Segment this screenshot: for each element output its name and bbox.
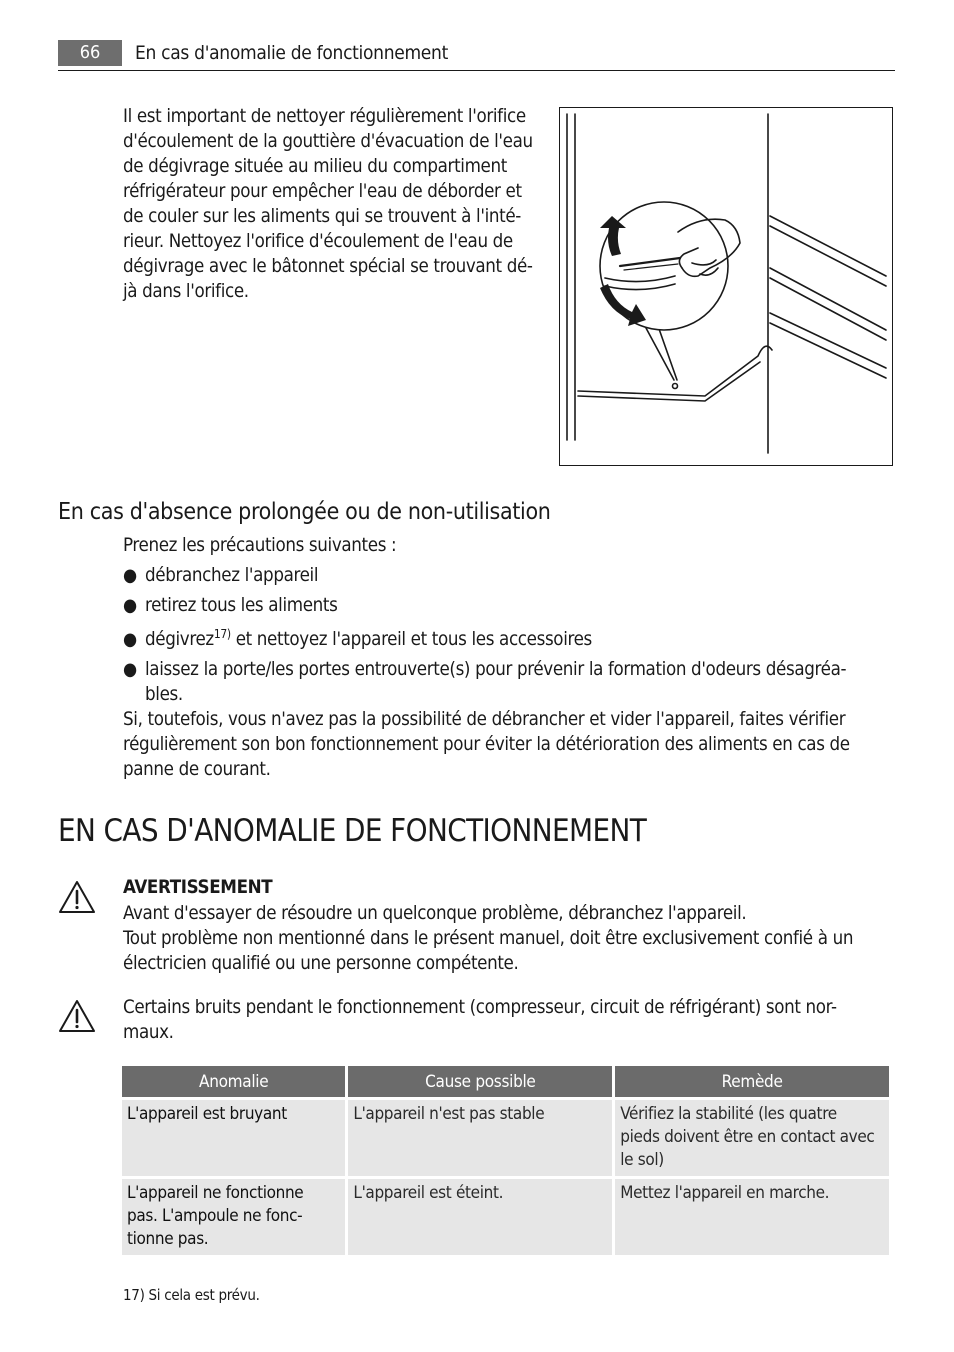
table-cell: Vérifiez la stabilité (les quatre pieds doivent être en contact avec le sol) — [615, 1097, 889, 1176]
warning-triangle-icon — [58, 999, 96, 1033]
section-heading-absence: En cas d'absence prolongée ou de non-utilisation — [58, 499, 551, 525]
footnote: 17) Si cela est prévu. — [123, 1286, 260, 1304]
warning-text: Avant d'essayer de résoudre un quelconque problème, débranchez l'appareil. Tout problème non mentionné dans le présent manuel, doit être exclusivement confié à un électricien qualifié ou une personne compétente. — [123, 903, 854, 974]
noise-note: Certains bruits pendant le fonctionnement (compresseur, circuit de réfrigérant) sont nor- maux. — [123, 997, 837, 1043]
page-number: 66 — [58, 40, 122, 66]
fridge-interior-drawing — [560, 108, 892, 465]
table-cell: L'appareil ne fonctionne pas. L'ampoule ne fonc- tionne pas. — [122, 1176, 345, 1255]
warning-title: AVERTISSEMENT — [123, 877, 273, 898]
footnote-ref: 17) — [213, 627, 231, 641]
table-row — [122, 1176, 889, 1255]
table-header-row — [122, 1066, 889, 1097]
intro-paragraph: Il est important de nettoyer régulièrement l'orifice d'écoulement de la gouttière d'évacuation de l'eau de dégivrage située au milieu du compartiment réfrigérateur pour empêcher l'eau de déborder et de couler sur les aliments qui se trouvent à l'inté- rieur. Nettoyez l'orifice d'écoulement de l'eau de dégivrage avec le bâtonnet spécial se trouvant dé- jà dans l'orifice. — [123, 106, 533, 302]
table-cell: L'appareil est éteint. — [348, 1176, 612, 1255]
bullet-icon: ● — [123, 659, 137, 680]
main-heading: EN CAS D'ANOMALIE DE FONCTIONNEMENT — [58, 813, 647, 849]
precautions-intro: Prenez les précautions suivantes : — [123, 535, 397, 556]
drain-cleaning-illustration — [559, 107, 893, 466]
bullet-icon: ● — [123, 629, 137, 650]
column-header-anomalie: Anomalie — [122, 1066, 345, 1097]
troubleshooting-table — [119, 1066, 892, 1255]
bullet-icon: ● — [123, 595, 137, 616]
warning-triangle-icon — [58, 880, 96, 914]
after-paragraph: Si, toutefois, vous n'avez pas la possibilité de débrancher et vider l'appareil, faites vérifier régulièrement son bon fonctionnement pour éviter la détérioration des aliments en cas de panne de courant. — [123, 709, 850, 780]
column-header-cause: Cause possible — [348, 1066, 612, 1097]
header-rule — [58, 70, 895, 71]
running-header: En cas d'anomalie de fonctionnement — [135, 42, 448, 64]
column-header-remede: Remède — [615, 1066, 889, 1097]
bullet-text-rest: et nettoyez l'appareil et tous les accessoires — [230, 629, 592, 650]
bullet-icon: ● — [123, 565, 137, 586]
table-cell: L'appareil n'est pas stable — [348, 1097, 612, 1176]
bullet-text: dégivrez — [145, 629, 214, 650]
table-cell: L'appareil est bruyant — [122, 1097, 345, 1176]
table-row — [122, 1097, 889, 1176]
table-cell: Mettez l'appareil en marche. — [615, 1176, 889, 1255]
